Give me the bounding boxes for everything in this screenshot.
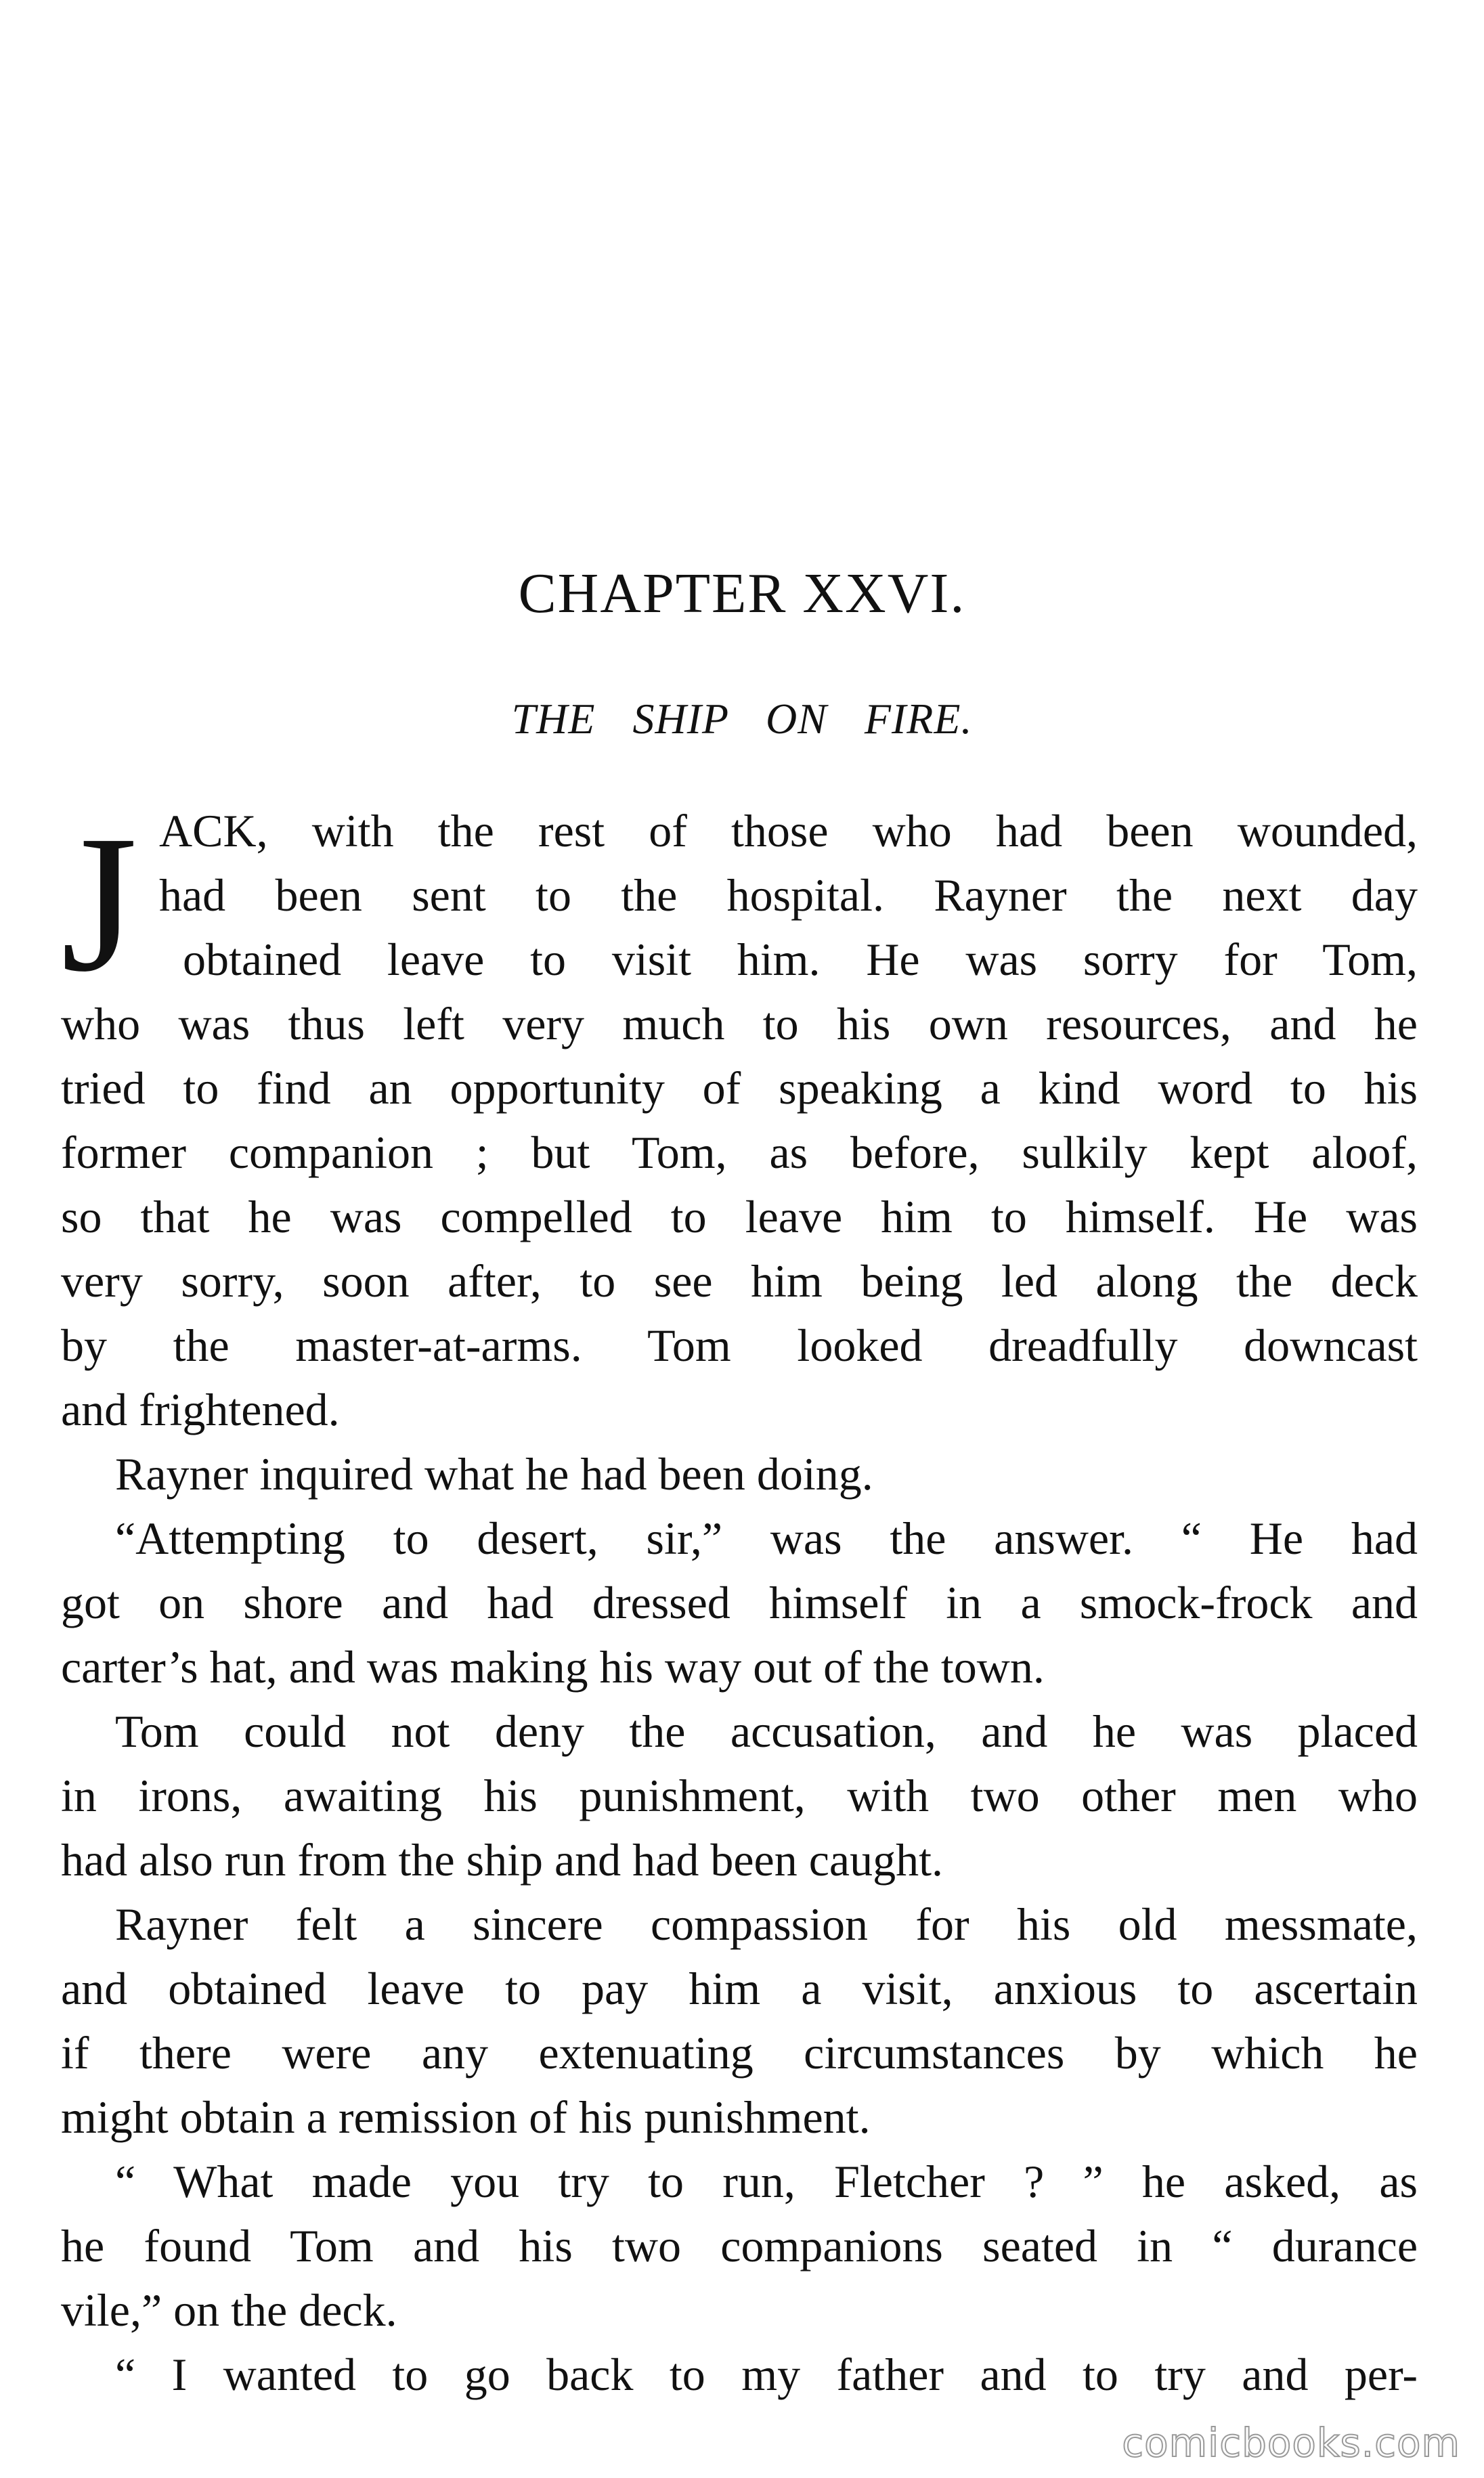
drop-cap: J <box>61 795 137 1012</box>
text-line: tried to find an opportunity of speaking a kind word to his <box>61 1062 1418 1114</box>
text-line: had been sent to the hospital. Rayner the next day <box>159 869 1418 921</box>
text-line: “ What made you try to run, Fletcher ? ” he asked, as <box>115 2156 1418 2207</box>
text-line: obtained leave to visit him. He was sorry for Tom, <box>183 934 1418 985</box>
text-line: so that he was compelled to leave him to himself. He was <box>61 1191 1418 1242</box>
text-line: Rayner inquired what he had been doing. <box>115 1448 873 1500</box>
watermark: comicbooks.com <box>1122 2420 1460 2466</box>
text-line: and obtained leave to pay him a visit, anxious to ascertain <box>61 1963 1418 2014</box>
chapter-title: CHAPTER XXVI. <box>518 562 966 625</box>
text-line: by the master-at-arms. Tom looked dreadfully downcast <box>61 1320 1418 1371</box>
text-line: carter’s hat, and was making his way out of the town. <box>61 1641 1045 1693</box>
text-line: and frightened. <box>61 1384 340 1435</box>
text-line: ACK, with the rest of those who had been wounded, <box>159 805 1418 856</box>
text-line: vile,” on the deck. <box>61 2284 397 2336</box>
text-line: “ I wanted to go back to my father and to try and per- <box>115 2349 1418 2400</box>
text-line: got on shore and had dressed himself in a smock-frock and <box>61 1577 1418 1628</box>
text-line: very sorry, soon after, to see him being led along the deck <box>61 1255 1418 1307</box>
text-line: might obtain a remission of his punishment. <box>61 2091 871 2143</box>
text-line: had also run from the ship and had been caught. <box>61 1834 943 1886</box>
text-line: Rayner felt a sincere compassion for his old messmate, <box>115 1898 1418 1950</box>
text-line: Tom could not deny the accusation, and he was placed <box>115 1705 1418 1757</box>
text-line: he found Tom and his two companions seated in “ durance <box>61 2220 1418 2272</box>
text-line: if there were any extenuating circumstances by which he <box>61 2027 1418 2079</box>
text-line: “Attempting to desert, sir,” was the answer. “ He had <box>115 1513 1418 1564</box>
text-line: in irons, awaiting his punishment, with two other men who <box>61 1770 1418 1821</box>
chapter-subtitle: THE SHIP ON FIRE. <box>511 695 973 743</box>
text-line: former companion ; but Tom, as before, sulkily kept aloof, <box>61 1127 1418 1178</box>
body-text <box>61 795 1418 2407</box>
text-line: who was thus left very much to his own resources, and he <box>61 998 1418 1049</box>
